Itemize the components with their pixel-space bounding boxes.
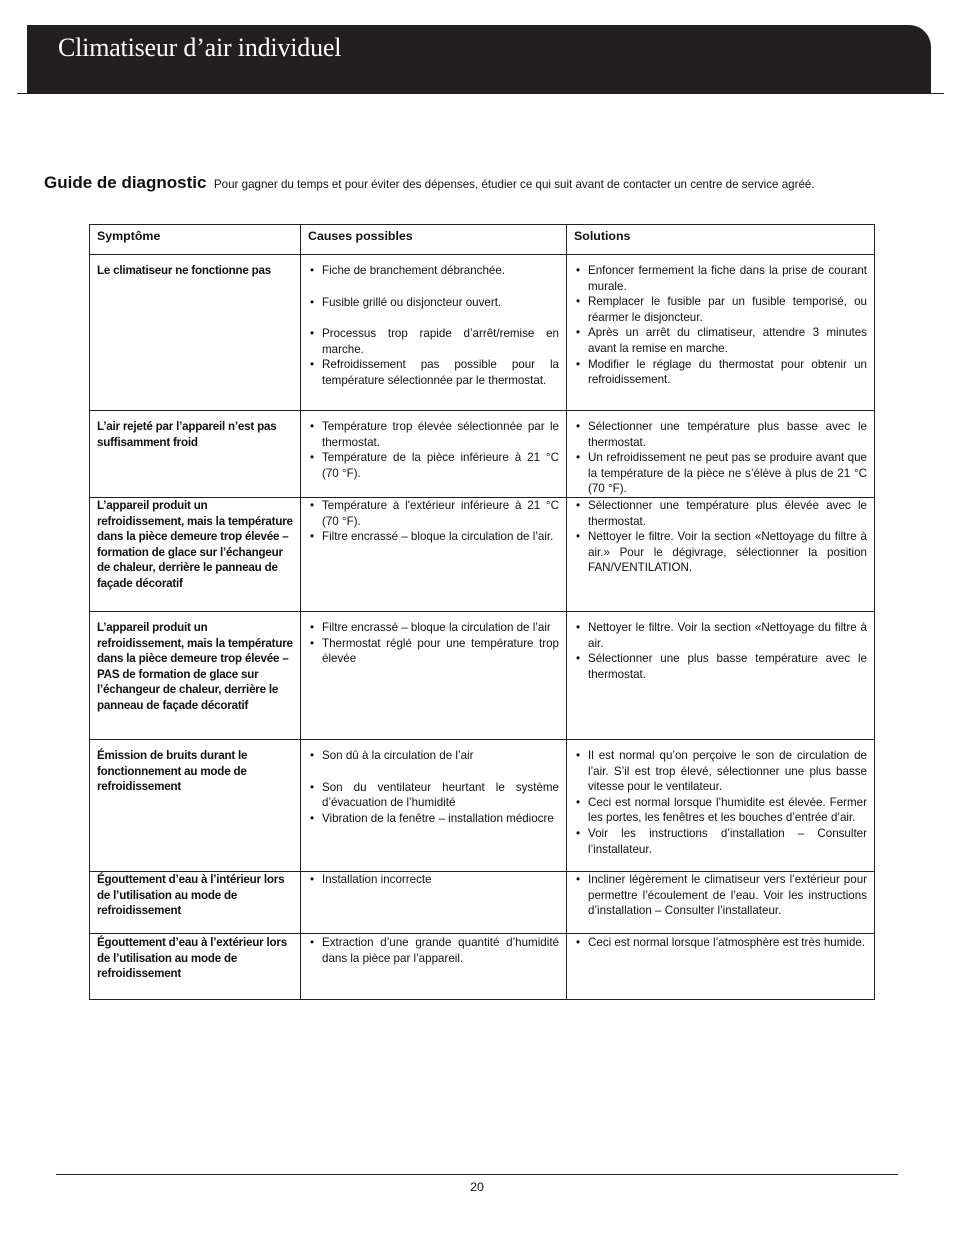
- symptom-cell: Le climatiseur ne fonctionne pas: [90, 255, 301, 411]
- solution-item: • Ceci est normal lorsque l’atmosphère est très humide.: [574, 935, 867, 951]
- symptom-cell: L’air rejeté par l’appareil n’est pas suffisamment froid: [90, 411, 301, 498]
- solutions-cell: [567, 497, 875, 611]
- solution-item: • Ceci est normal lorsque l’humidite est élevée. Fermer les portes, les fenêtres et les bouches d’entrée d’air.: [574, 795, 867, 826]
- solution-item: • Après un arrêt du climatiseur, attendre 3 minutes avant la remise en marche.: [574, 325, 867, 356]
- causes-cell: [301, 871, 567, 933]
- table-row: [90, 933, 875, 999]
- solution-item: • Enfoncer fermement la fiche dans la prise de courant murale.: [574, 263, 867, 294]
- causes-cell: [301, 411, 567, 498]
- symptom-cell: Émission de bruits durant le fonctionnement au mode de refroidissement: [90, 739, 301, 871]
- cause-item: • Fusible grillé ou disjoncteur ouvert.: [308, 295, 559, 311]
- table-row: [90, 255, 875, 411]
- cause-item: • Filtre encrassé – bloque la circulation de l’air: [308, 620, 559, 636]
- column-header-causes: Causes possibles: [301, 225, 567, 255]
- cause-item: • Filtre encrassé – bloque la circulation de l’air.: [308, 529, 559, 545]
- cause-item: • Fiche de branchement débranchée.: [308, 263, 559, 279]
- causes-cell: [301, 933, 567, 999]
- symptom-cell: Égouttement d’eau à l’intérieur lors de l’utilisation au mode de refroidissement: [90, 871, 301, 933]
- intro: [44, 173, 934, 193]
- solution-item: • Nettoyer le filtre. Voir la section «Nettoyage du filtre à air.» Pour le dégivrage, sélectionner la position FAN/VENTILATION.: [574, 529, 867, 576]
- causes-cell: [301, 255, 567, 411]
- solution-item: • Sélectionner une température plus basse avec le thermostat.: [574, 419, 867, 450]
- solution-item: • Voir les instructions d’installation – Consulter l’installateur.: [574, 826, 867, 857]
- solution-item: • Sélectionner une plus basse température avec le thermostat.: [574, 651, 867, 682]
- section-heading: Guide de diagnostic: [44, 173, 207, 192]
- column-header-symptom: Symptôme: [90, 225, 301, 255]
- table-row: [90, 739, 875, 871]
- solution-item: • Il est normal qu’on perçoive le son de circulation de l’air. S’il est trop élevé, sélectionner une plus basse vitesse pour le ventilateur.: [574, 748, 867, 795]
- solutions-cell: [567, 933, 875, 999]
- cause-item: • Installation incorrecte: [308, 872, 559, 888]
- causes-cell: [301, 497, 567, 611]
- cause-item: • Son dû à la circulation de l’air: [308, 748, 559, 764]
- table-row: [90, 411, 875, 498]
- cause-item: • Température à l'extérieur inférieure à 21 °C (70 °F).: [308, 498, 559, 529]
- page-title: Climatiseur d’air individuel: [58, 33, 342, 62]
- solutions-cell: [567, 611, 875, 739]
- solution-item: • Incliner légèrement le climatiseur vers l’extérieur pour permettre l’écoulement de l’eau. Voir les instructions d’installation – Consulter l’installateur.: [574, 872, 867, 919]
- table-row: [90, 611, 875, 739]
- table-row: [90, 871, 875, 933]
- cause-item: • Thermostat réglé pour une température trop élevée: [308, 636, 559, 667]
- cause-item: • Température de la pièce inférieure à 21 °C (70 °F).: [308, 450, 559, 481]
- cause-item: • Vibration de la fenêtre – installation médiocre: [308, 811, 559, 827]
- header-band: [27, 25, 931, 93]
- solution-item: • Nettoyer le filtre. Voir la section «Nettoyage du filtre à air.: [574, 620, 867, 651]
- troubleshooting-table: [89, 224, 875, 1000]
- cause-item: • Température trop élevée sélectionnée par le thermostat.: [308, 419, 559, 450]
- table-row: [90, 497, 875, 611]
- header-divider: [17, 93, 944, 94]
- solutions-cell: [567, 871, 875, 933]
- cause-item: • Refroidissement pas possible pour la température sélectionnée par le thermostat.: [308, 357, 559, 388]
- causes-cell: [301, 739, 567, 871]
- symptom-cell: Égouttement d’eau à l’extérieur lors de l’utilisation au mode de refroidissement: [90, 933, 301, 999]
- causes-cell: [301, 611, 567, 739]
- solutions-cell: [567, 411, 875, 498]
- symptom-cell: L’appareil produit un refroidissement, mais la température dans la pièce demeure trop élevée – PAS de formation de glace sur l’échangeur de chaleur, derrière le panneau de façade décoratif: [90, 611, 301, 739]
- column-header-solutions: Solutions: [567, 225, 875, 255]
- solutions-cell: [567, 739, 875, 871]
- solution-item: • Modifier le réglage du thermostat pour obtenir un refroidissement.: [574, 357, 867, 388]
- solutions-cell: [567, 255, 875, 411]
- solution-item: • Remplacer le fusible par un fusible temporisé, ou réarmer le disjoncteur.: [574, 294, 867, 325]
- solution-item: • Un refroidissement ne peut pas se produire avant que la température de la pièce ne s’élève à plus de 21 °C (70 °F).: [574, 450, 867, 497]
- page-number: 20: [470, 1180, 484, 1194]
- intro-text: Pour gagner du temps et pour éviter des dépenses, étudier ce qui suit avant de contacter un centre de service agréé.: [213, 178, 815, 191]
- footer-divider: [56, 1174, 898, 1175]
- cause-item: • Extraction d’une grande quantité d’humidité dans la pièce par l’appareil.: [308, 935, 559, 966]
- cause-item: • Son du ventilateur heurtant le système d’évacuation de l’humidité: [308, 780, 559, 811]
- solution-item: • Sélectionner une température plus élevée avec le thermostat.: [574, 498, 867, 529]
- symptom-cell: L’appareil produit un refroidissement, mais la température dans la pièce demeure trop élevée – formation de glace sur l’échangeur de chaleur, derrière le panneau de façade décoratif: [90, 497, 301, 611]
- cause-item: • Processus trop rapide d’arrêt/remise en marche.: [308, 326, 559, 357]
- table-header-row: [90, 225, 875, 255]
